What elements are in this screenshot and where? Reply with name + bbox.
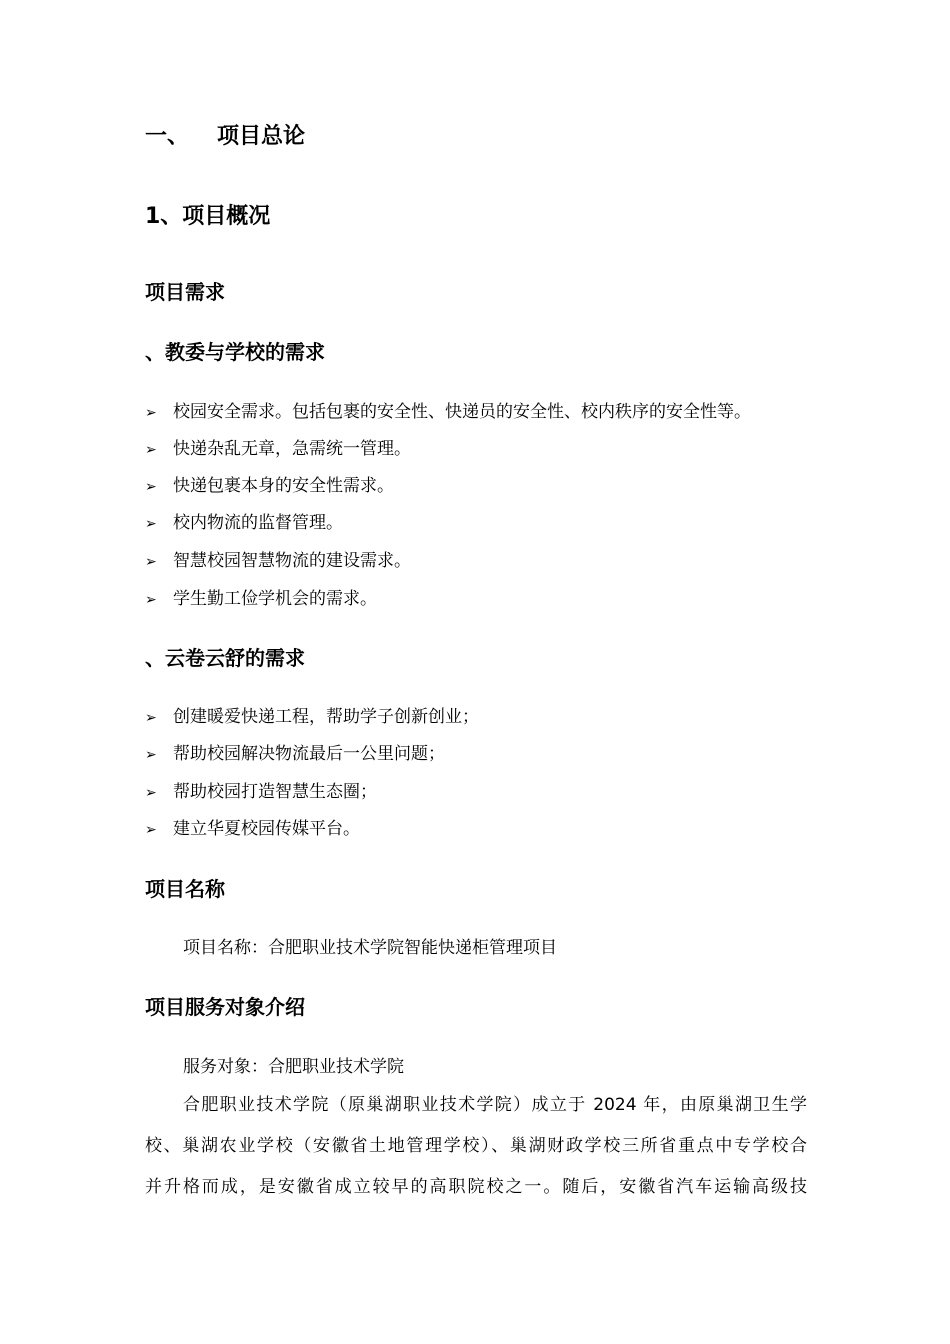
- arrow-bullet-icon: ➢: [145, 592, 157, 608]
- list-item: ➢ 帮助校园打造智慧生态圈；: [145, 780, 377, 805]
- list-item: ➢ 帮助校园解决物流最后一公里问题；: [145, 742, 445, 767]
- arrow-bullet-icon: ➢: [145, 785, 157, 801]
- company-demand-heading: 、云卷云舒的需求: [145, 646, 305, 670]
- school-demand-heading: 、教委与学校的需求: [145, 340, 325, 364]
- arrow-bullet-icon: ➢: [145, 554, 157, 570]
- arrow-bullet-icon: ➢: [145, 710, 157, 726]
- demand-heading: 项目需求: [145, 280, 225, 304]
- section-number: 一、: [145, 124, 190, 149]
- list-item: ➢ 创建暖爱快递工程，帮助学子创新创业；: [145, 705, 479, 730]
- service-heading: 项目服务对象介绍: [145, 995, 305, 1019]
- paragraph-line: 合肥职业技术学院（原巢湖职业技术学院）成立于 2024 年，由原巢湖卫生学: [183, 1095, 807, 1115]
- arrow-bullet-icon: ➢: [145, 747, 157, 763]
- list-item: ➢ 建立华夏校园传媒平台。: [145, 817, 360, 842]
- arrow-bullet-icon: ➢: [145, 516, 157, 532]
- section-title: 项目总论: [217, 124, 306, 149]
- list-item: ➢ 校内物流的监督管理。: [145, 511, 343, 536]
- list-item: ➢ 智慧校园智慧物流的建设需求。: [145, 549, 411, 574]
- list-item: ➢ 快递包裹本身的安全性需求。: [145, 474, 394, 499]
- paragraph-line: 校、巢湖农业学校（安徽省土地管理学校）、巢湖财政学校三所省重点中专学校合: [145, 1136, 807, 1156]
- list-item: ➢ 快递杂乱无章，急需统一管理。: [145, 437, 411, 462]
- service-target-text: 服务对象：合肥职业技术学院: [183, 1057, 404, 1077]
- project-name-heading: 项目名称: [145, 877, 225, 901]
- list-item: ➢ 学生勤工俭学机会的需求。: [145, 587, 377, 612]
- paragraph-line: 并升格而成，是安徽省成立较早的高职院校之一。随后，安徽省汽车运输高级技: [145, 1177, 807, 1197]
- arrow-bullet-icon: ➢: [145, 442, 157, 458]
- arrow-bullet-icon: ➢: [145, 405, 157, 421]
- subsection-heading: 1、项目概况: [145, 204, 271, 229]
- arrow-bullet-icon: ➢: [145, 479, 157, 495]
- arrow-bullet-icon: ➢: [145, 822, 157, 838]
- project-name-text: 项目名称：合肥职业技术学院智能快递柜管理项目: [183, 938, 557, 958]
- section-heading: [145, 122, 305, 152]
- list-item: ➢ 校园安全需求。包括包裹的安全性、快递员的安全性、校内秩序的安全性等。: [145, 400, 751, 425]
